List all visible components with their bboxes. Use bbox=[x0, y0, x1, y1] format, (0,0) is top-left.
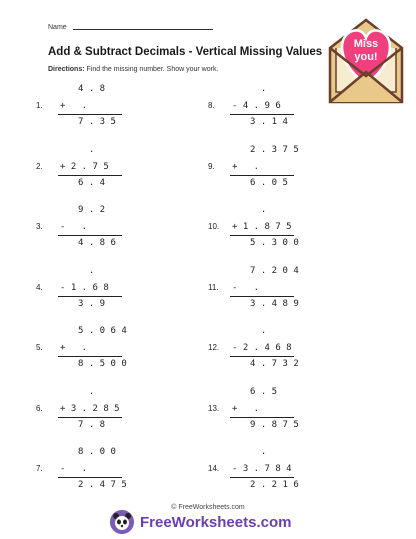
brand-name: FreeWorksheets.com bbox=[140, 513, 292, 531]
footer-url: © FreeWorksheets.com bbox=[171, 504, 245, 511]
problem-number: 8. bbox=[208, 101, 215, 110]
answer-bar bbox=[230, 235, 294, 236]
top-number: . bbox=[78, 265, 95, 276]
problem-number: 1. bbox=[36, 101, 43, 110]
problem-12 bbox=[208, 326, 348, 386]
answer-bar bbox=[230, 175, 294, 176]
answer-bar bbox=[58, 114, 122, 115]
result-number: 3 . 1 4 bbox=[250, 117, 288, 127]
top-number: . bbox=[250, 205, 267, 215]
name-field[interactable] bbox=[48, 24, 213, 31]
operand-row: + . bbox=[60, 101, 88, 111]
operand-row: - . bbox=[60, 464, 88, 474]
answer-bar bbox=[230, 296, 294, 297]
problem-2 bbox=[36, 145, 176, 205]
problem-7 bbox=[36, 447, 176, 507]
result-number: 6 . 4 bbox=[78, 177, 106, 188]
result-number: 7 . 3 5 bbox=[78, 117, 116, 127]
answer-bar bbox=[230, 417, 294, 418]
operand-row: - . bbox=[232, 282, 260, 293]
operand-row: + 2 . 7 5 bbox=[60, 161, 109, 172]
result-number: 9 . 8 7 5 bbox=[250, 419, 299, 430]
operand-row: + 1 . 8 7 5 bbox=[232, 222, 292, 232]
problem-number: 12. bbox=[208, 343, 220, 352]
top-number: 7 . 2 0 4 bbox=[250, 265, 299, 276]
answer-bar bbox=[58, 235, 122, 236]
name-underline bbox=[73, 29, 213, 30]
directions bbox=[48, 66, 218, 73]
problem-13 bbox=[208, 387, 348, 447]
footer-brand bbox=[110, 510, 291, 534]
problem-number: 2. bbox=[36, 161, 43, 171]
top-number: 4 . 8 bbox=[78, 84, 106, 94]
answer-bar bbox=[58, 296, 122, 297]
operand-row: + . bbox=[60, 343, 88, 353]
problem-number: 13. bbox=[208, 403, 220, 413]
problem-number: 5. bbox=[36, 343, 43, 352]
panda-logo-icon bbox=[110, 510, 134, 534]
result-number: 6 . 0 5 bbox=[250, 177, 288, 188]
problem-14 bbox=[208, 447, 348, 507]
operand-row: - 3 . 7 8 4 bbox=[232, 464, 292, 474]
problem-number: 7. bbox=[36, 464, 43, 473]
top-number: . bbox=[250, 326, 267, 336]
result-number: 3 . 4 8 9 bbox=[250, 298, 299, 309]
directions-text: Find the missing number. Show your work. bbox=[86, 66, 219, 73]
problem-number: 4. bbox=[36, 282, 43, 292]
operand-row: - 4 . 9 6 bbox=[232, 101, 281, 111]
badge-line1: Miss bbox=[353, 38, 379, 50]
result-number: 7 . 8 bbox=[78, 419, 106, 430]
top-number: 9 . 2 bbox=[78, 205, 106, 215]
problem-3 bbox=[36, 205, 176, 265]
problem-number: 3. bbox=[36, 222, 43, 231]
problem-6 bbox=[36, 387, 176, 447]
top-number: . bbox=[78, 386, 95, 397]
problem-number: 10. bbox=[208, 222, 220, 231]
top-number: . bbox=[250, 84, 267, 94]
answer-bar bbox=[58, 477, 122, 478]
answer-bar bbox=[58, 417, 122, 418]
directions-label: Directions: bbox=[48, 66, 85, 73]
operand-row: - 1 . 6 8 bbox=[60, 282, 109, 293]
problem-number: 9. bbox=[208, 161, 215, 171]
result-number: 5 . 3 0 0 bbox=[250, 238, 299, 248]
operand-row: - 2 . 4 6 8 bbox=[232, 343, 292, 353]
answer-bar bbox=[230, 114, 294, 115]
result-number: 4 . 7 3 2 bbox=[250, 359, 299, 369]
problem-5 bbox=[36, 326, 176, 386]
result-number: 3 . 9 bbox=[78, 298, 106, 309]
result-number: 2 . 2 1 6 bbox=[250, 480, 299, 490]
problem-11 bbox=[208, 266, 348, 326]
problem-4 bbox=[36, 266, 176, 326]
problem-9 bbox=[208, 145, 348, 205]
top-number: . bbox=[78, 144, 95, 155]
answer-bar bbox=[230, 356, 294, 357]
answer-bar bbox=[58, 356, 122, 357]
answer-bar bbox=[230, 477, 294, 478]
operand-row: + . bbox=[232, 403, 260, 414]
answer-bar bbox=[58, 175, 122, 176]
result-number: 8 . 5 0 0 bbox=[78, 359, 127, 369]
problem-number: 14. bbox=[208, 464, 220, 473]
operand-row: + 3 . 2 8 5 bbox=[60, 403, 120, 414]
top-number: 6 . 5 bbox=[250, 386, 278, 397]
problem-8 bbox=[208, 84, 348, 144]
badge-line2: you! bbox=[354, 51, 378, 63]
top-number: 5 . 0 6 4 bbox=[78, 326, 127, 336]
result-number: 2 . 4 7 5 bbox=[78, 480, 127, 490]
top-number: 2 . 3 7 5 bbox=[250, 144, 299, 155]
worksheet-title: Add & Subtract Decimals - Vertical Missing Values bbox=[48, 46, 323, 58]
top-number: . bbox=[250, 447, 267, 457]
result-number: 4 . 8 6 bbox=[78, 238, 116, 248]
problem-number: 11. bbox=[208, 282, 219, 292]
problem-10 bbox=[208, 205, 348, 265]
name-label: Name bbox=[48, 24, 67, 31]
problem-number: 6. bbox=[36, 403, 43, 413]
operand-row: + . bbox=[232, 161, 260, 172]
problem-1 bbox=[36, 84, 176, 144]
operand-row: - . bbox=[60, 222, 88, 232]
top-number: 8 . 0 0 bbox=[78, 447, 116, 457]
